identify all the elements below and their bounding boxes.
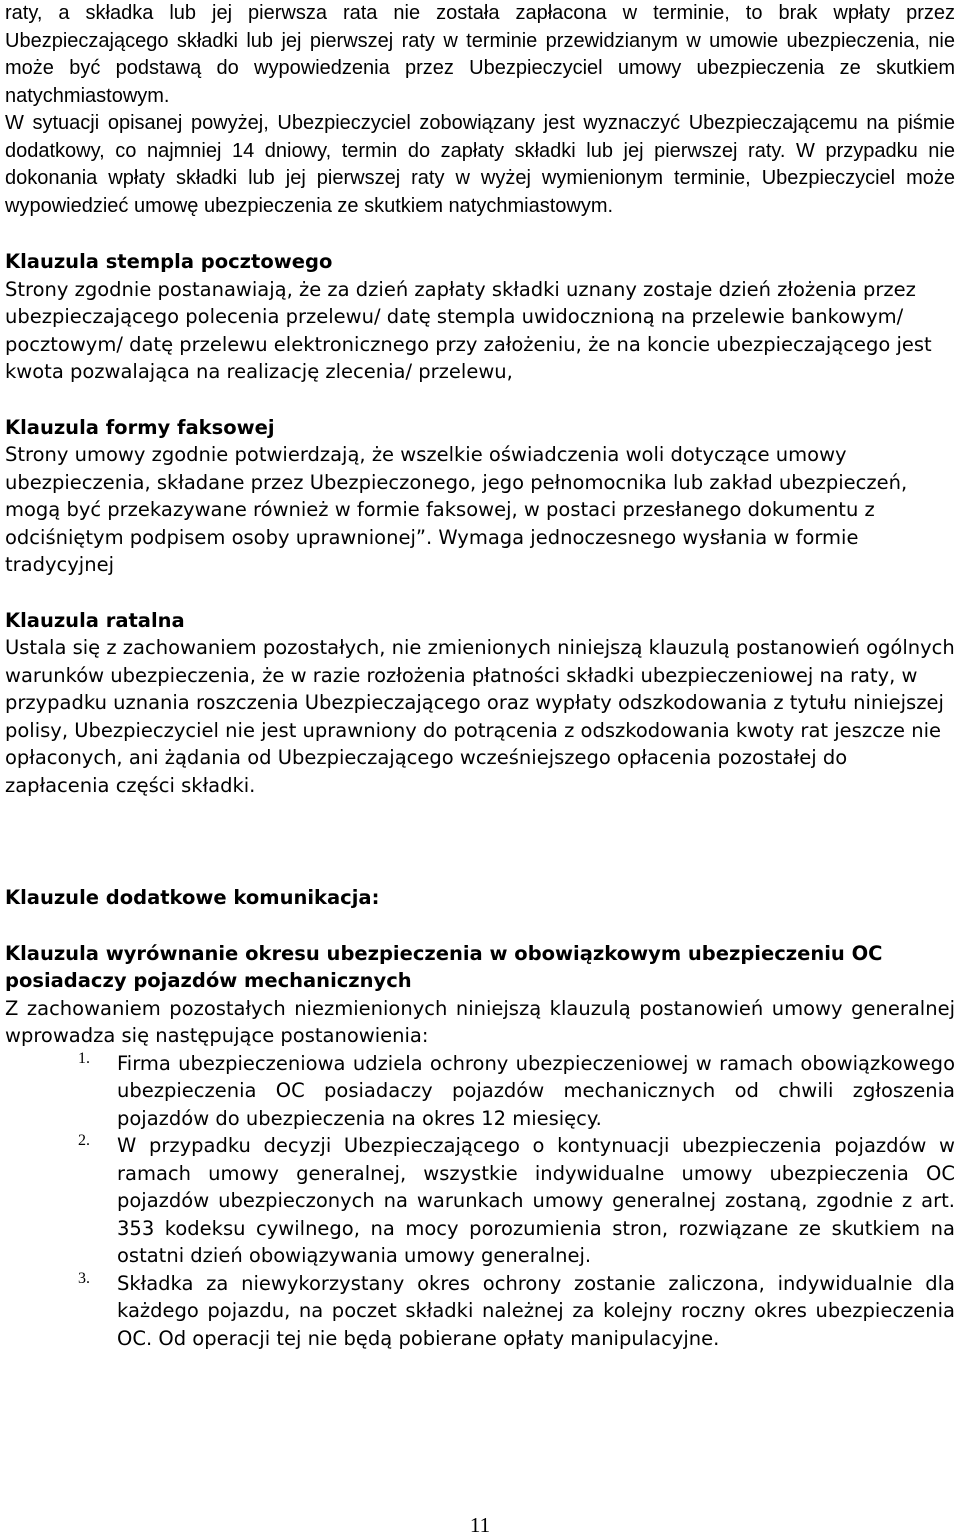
clause-postmark-heading: Klauzula stempla pocztowego: [5, 250, 333, 273]
clause-installment-body: Ustala się z zachowaniem pozostałych, nie zmienionych niniejszą klauzulą postanowień ogólnych warunków ubezpieczenia, że w razie rozłożenia płatności składki ubezpieczeniowej na raty, w przypadku uznania roszczenia Ubezpieczającego oraz wypłaty odszkodowania z tytułu niniejszej polisy, Ubezpieczyciel nie jest uprawniony do potrącenia z odszkodowania kwoty rat jeszcze nie opłaconych, ani żądania od Ubezpieczającego wcześniejszego opłacenia pozostałej do zapłacenia części składki.: [5, 636, 955, 797]
list-item-number: 3.: [78, 1269, 90, 1287]
clause-fax-heading: Klauzula formy faksowej: [5, 415, 275, 439]
intro-paragraph-2: W sytuacji opisanej powyżej, Ubezpieczyciel zobowiązany jest wyznaczyć Ubezpieczającemu na piśmie dodatkowy, co najmniej 14 dniowy, termin do zapłaty składki lub jej pierwszej raty. W przypadku nie dokonania wpłaty składki lub jej pierwszej raty w wyżej wymienionym terminie, Ubezpieczyciel może wypowiedzieć umowę ubezpieczenia ze skutkiem natychmiastowym.: [5, 112, 955, 217]
list-item-text: W przypadku decyzji Ubezpieczającego o kontynuacji ubezpieczenia pojazdów w ramach umowy generalnej, wszystkie indywidualne umowy ubezpieczenia OC pojazdów ubezpieczonych na warunkach umowy generalnej zostaną, zgodnie z art. 353 kodeksu cywilnego, na mocy porozumienia stron, rozwiązane ze skutkiem na ostatni dzień obowiązywania umowy generalnej.: [117, 1134, 955, 1267]
list-item-text: Składka za niewykorzystany okres ochrony zostanie zaliczona, indywidualnie dla każdego pojazdu, na poczet składki należnej za kolejny roczny okres ubezpieczenia OC. Od operacji tej nie będą pobierane opłaty manipulacyjne.: [117, 1271, 955, 1350]
clause-postmark: [5, 248, 955, 386]
list-item: [5, 1132, 955, 1270]
list-item-number: 2.: [78, 1132, 90, 1149]
page-number: 11: [469, 1513, 491, 1537]
clause-oc-alignment: [5, 940, 955, 1353]
list-item: [5, 1050, 955, 1133]
clause-fax: [5, 414, 955, 579]
intro-paragraph-1: raty, a składka lub jej pierwsza rata nie została zapłacona w terminie, to brak wpłaty przez Ubezpieczającego składki lub jej pierwszej raty w terminie przewidzianym w umowie ubezpieczenia, nie może być podstawą do wypowiedzenia przez Ubezpieczyciel umowy ubezpieczenia ze skutkiem natychmiastowym.: [5, 2, 955, 107]
clause-oc-alignment-list: [5, 1050, 955, 1353]
additional-clauses-section: [5, 884, 955, 912]
document-page: [5, 0, 955, 1352]
list-item-number: 1.: [78, 1049, 90, 1067]
clause-fax-body: Strony umowy zgodnie potwierdzają, że wszelkie oświadczenia woli dotyczące umowy ubezpieczenia, składane przez Ubezpieczonego, jego pełnomocnika lub zakład ubezpieczeń, mogą być przekazywane również w formie faksowej, w postaci przesłanego dokumentu z odciśniętym podpisem osoby uprawnionej”. Wymaga jednoczesnego wysłania w formie tradycyjnej: [5, 443, 908, 576]
list-item: [5, 1270, 955, 1353]
list-item-text: Firma ubezpieczeniowa udziela ochrony ubezpieczeniowej w ramach obowiązkowego ubezpieczenia OC posiadaczy pojazdów mechanicznych od chwili zgłoszenia pojazdów do ubezpieczenia na okres 12 miesięcy.: [117, 1051, 955, 1130]
clause-oc-alignment-heading: Klauzula wyrównanie okresu ubezpieczenia w obowiązkowym ubezpieczeniu OC posiadaczy pojazdów mechanicznych: [5, 941, 883, 992]
clause-installment: [5, 607, 955, 800]
clause-postmark-body: Strony zgodnie postanawiają, że za dzień zapłaty składki uznany zostaje dzień złożenia przez ubezpieczającego polecenia przelewu/ datę stempla uwidocznioną na przelewie bankowym/ pocztowym/ datę przelewu elektronicznego przy założeniu, że na koncie ubezpieczającego jest kwota pozwalająca na realizację zlecenia/ przelewu,: [5, 277, 932, 383]
additional-clauses-heading: Klauzule dodatkowe komunikacja:: [5, 886, 380, 909]
clause-installment-heading: Klauzula ratalna: [5, 608, 185, 632]
clause-oc-alignment-body: Z zachowaniem pozostałych niezmienionych niniejszą klauzulą postanowień umowy generalnej wprowadza się następujące postanowienia:: [5, 996, 955, 1047]
intro-section: [5, 0, 955, 220]
